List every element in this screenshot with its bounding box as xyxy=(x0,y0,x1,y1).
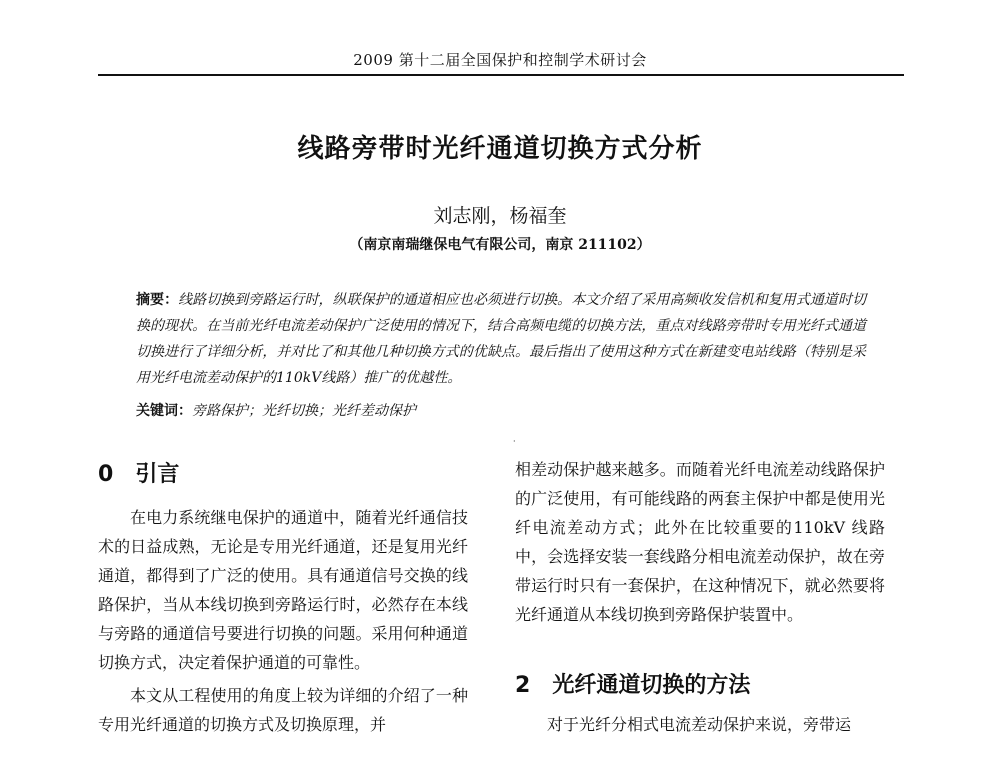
left-column xyxy=(98,460,468,739)
affiliation: （南京南瑞继保电气有限公司，南京 211102） xyxy=(349,237,651,253)
running-header: 2009 第十二届全国保护和控制学术研讨会 xyxy=(353,51,647,69)
abstract-label: 摘要： xyxy=(136,292,179,308)
section-2-heading xyxy=(515,671,885,700)
paper-title: 线路旁带时光纤通道切换方式分析 xyxy=(297,134,703,164)
section-0-heading xyxy=(98,460,468,489)
right-column-continuation: 相差动保护越来越多。而随着光纤电流差动线路保护的广泛使用，有可能线路的两套主保护中都是使用光纤电流差动方式；此外在比较重要的110kV 线路中，会选择安装一套线路分相电流差动保护，故在旁带运行时只有一套保护，在这种情况下，就必然要将光纤通道从本线切换到旁路保护装置中。 xyxy=(515,460,885,624)
keywords-text: 旁路保护；光纤切换；光纤差动保护 xyxy=(192,403,416,419)
keywords xyxy=(136,400,866,420)
section-0-title: 引言 xyxy=(135,462,180,487)
section-2-number: 2 xyxy=(515,673,531,698)
abstract xyxy=(136,287,866,391)
section-0-paragraph-2: 本文从工程使用的角度上较为详细的介绍了一种专用光纤通道的切换方式及切换原理，并 xyxy=(98,686,468,734)
authors: 刘志刚，杨福奎 xyxy=(433,205,567,227)
section-2-title: 光纤通道切换的方法 xyxy=(552,673,751,698)
header-rule xyxy=(98,74,904,76)
abstract-text: 线路切换到旁路运行时，纵联保护的通道相应也必须进行切换。本文介绍了采用高频收发信机和复用式通道时切换的现状。在当前光纤电流差动保护广泛使用的情况下，结合高频电缆的切换方法，重点对线路旁带时专用光纤式通道切换进行了详细分析，并对比了和其他几种切换方式的优缺点。最后指出了使用这种方式在新建变电站线路（特别是采用光纤电流差动保护的110kV线路）推广的优越性。 xyxy=(136,292,867,386)
right-column xyxy=(515,455,885,739)
keywords-label: 关键词： xyxy=(136,403,192,419)
section-2-paragraph-1: 对于光纤分相式电流差动保护来说，旁带运 xyxy=(547,715,852,734)
dot-mark: · xyxy=(513,437,516,446)
section-0-number: 0 xyxy=(98,462,114,487)
section-0-paragraph-1: 在电力系统继电保护的通道中，随着光纤通信技术的日益成熟，无论是专用光纤通道，还是复用光纤通道，都得到了广泛的使用。具有通道信号交换的线路保护，当从本线切换到旁路运行时，必然存在本线与旁路的通道信号要进行切换的问题。采用何种通道切换方式，决定着保护通道的可靠性。 xyxy=(98,508,468,672)
